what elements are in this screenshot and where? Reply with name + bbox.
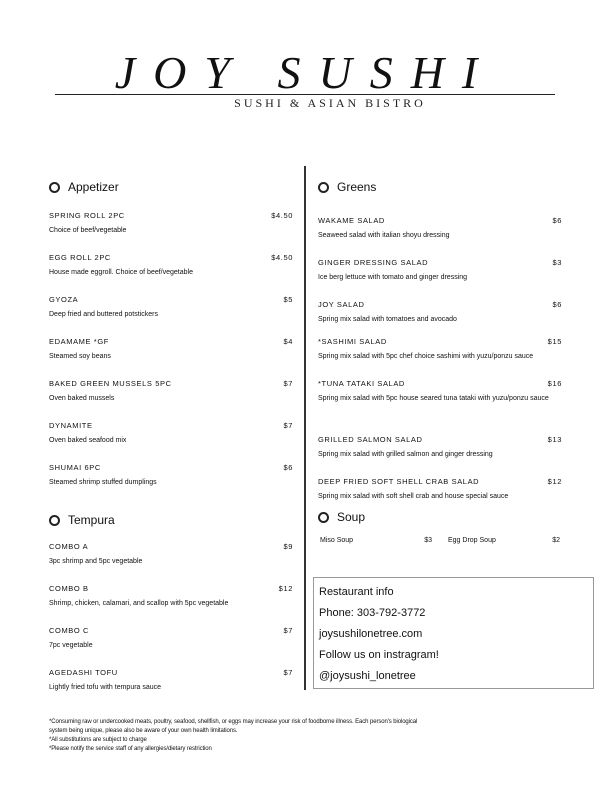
soup-title: Soup — [337, 510, 366, 524]
item-price: $16 — [547, 379, 562, 388]
item-price: $12 — [278, 584, 293, 593]
item-name: EDAMAME *GF — [49, 337, 109, 346]
circle-icon — [49, 515, 60, 526]
soup-name: Miso Soup — [320, 537, 354, 544]
item-price: $9 — [283, 542, 293, 551]
menu-item — [318, 379, 562, 404]
restaurant-logo: JOY SUSHI — [114, 47, 496, 98]
item-description: 3pc shrimp and 5pc vegetable — [49, 558, 143, 565]
appetizer-title: Appetizer — [68, 180, 119, 194]
menu-item — [49, 421, 293, 446]
item-price: $4 — [283, 337, 293, 346]
item-price: $7 — [283, 421, 293, 430]
item-price: $7 — [283, 668, 293, 677]
item-name: BAKED GREEN MUSSELS 5PC — [49, 379, 172, 388]
menu-item — [49, 211, 293, 236]
item-price: $15 — [547, 337, 562, 346]
column-divider — [304, 166, 306, 690]
item-description: Choice of beef/vegetable — [49, 227, 127, 234]
circle-icon — [318, 182, 329, 193]
item-price: $3 — [552, 258, 562, 267]
soup-heading — [318, 510, 365, 524]
item-price: $6 — [552, 300, 562, 309]
item-name: GYOZA — [49, 295, 79, 304]
soup-name: Egg Drop Soup — [448, 537, 496, 544]
item-price: $4.50 — [271, 211, 293, 220]
header-rule — [55, 94, 555, 95]
item-description: Lightly fried tofu with tempura sauce — [49, 684, 162, 691]
item-price: $7 — [283, 626, 293, 635]
greens-title: Greens — [337, 180, 377, 194]
item-name: SPRING ROLL 2PC — [49, 211, 125, 220]
item-price: $6 — [283, 463, 293, 472]
appetizer-heading — [49, 180, 119, 194]
menu-item — [49, 542, 293, 567]
footer-line: system being unique, please also be aware of your own health limitations. — [49, 728, 238, 734]
item-name: COMBO C — [49, 626, 90, 635]
item-name: COMBO A — [49, 542, 89, 551]
item-price: $13 — [547, 435, 562, 444]
footer-notes — [49, 718, 459, 754]
item-description: Seaweed salad with italian shoyu dressing — [318, 232, 450, 239]
soup-item — [448, 537, 560, 544]
soup-list — [320, 537, 560, 544]
item-description: House made eggroll. Choice of beef/vegetable — [49, 269, 193, 276]
item-description: Shrimp, chicken, calamari, and scallop with 5pc vegetable — [49, 600, 229, 607]
item-price: $4.50 — [271, 253, 293, 262]
item-description: 7pc vegetable — [49, 642, 93, 649]
item-description: Ice berg lettuce with tomato and ginger dressing — [318, 274, 468, 281]
info-heading: Restaurant info — [319, 586, 394, 598]
menu-item — [49, 584, 293, 609]
item-price: $12 — [547, 477, 562, 486]
menu-item — [49, 295, 293, 320]
menu-item — [49, 379, 293, 404]
item-description: Oven baked mussels — [49, 395, 115, 402]
item-description: Steamed soy beans — [49, 353, 111, 360]
item-description: Spring mix salad with tomatoes and avocado — [318, 316, 457, 323]
item-price: $6 — [552, 216, 562, 225]
item-description: Oven baked seafood mix — [49, 437, 127, 444]
footer-line: *All substitutions are subject to charge — [49, 737, 147, 743]
item-description: Spring mix salad with 5pc chef choice sashimi with yuzu/ponzu sauce — [318, 353, 534, 360]
menu-item — [318, 477, 562, 502]
restaurant-subtitle: SUSHI & ASIAN BISTRO — [234, 96, 426, 110]
instagram-prompt: Follow us on instragram! — [319, 649, 439, 661]
item-name: AGEDASHI TOFU — [49, 668, 118, 677]
item-name: EGG ROLL 2PC — [49, 253, 111, 262]
item-description: Spring mix salad with grilled salmon and ginger dressing — [318, 451, 493, 458]
footer-line: *Consuming raw or undercooked meats, poultry, seafood, shellfish, or eggs may increase your risk of foodborne illness. Each person's biological — [49, 719, 418, 725]
phone-number: Phone: 303-792-3772 — [319, 607, 426, 619]
item-name: *TUNA TATAKI SALAD — [318, 379, 405, 388]
restaurant-info-box — [313, 577, 594, 689]
item-price: $5 — [283, 295, 293, 304]
circle-icon — [318, 512, 329, 523]
instagram-handle[interactable]: @joysushi_lonetree — [319, 670, 416, 682]
menu-item — [318, 300, 562, 325]
footer-line: *Please notify the service staff of any allergies/dietary restriction — [49, 746, 212, 752]
item-name: COMBO B — [49, 584, 89, 593]
item-name: GINGER DRESSING SALAD — [318, 258, 429, 267]
menu-item — [318, 435, 562, 460]
soup-price: $3 — [424, 537, 432, 544]
item-name: DEEP FRIED SOFT SHELL CRAB SALAD — [318, 477, 480, 486]
item-description: Spring mix salad with soft shell crab and house special sauce — [318, 493, 509, 500]
item-name: GRILLED SALMON SALAD — [318, 435, 423, 444]
soup-price: $2 — [552, 537, 560, 544]
greens-heading — [318, 180, 376, 194]
soup-item — [320, 537, 432, 544]
menu-item — [49, 668, 293, 693]
tempura-title: Tempura — [68, 513, 115, 527]
item-description: Spring mix salad with 5pc house seared tuna tataki with yuzu/ponzu sauce — [318, 395, 549, 402]
item-name: WAKAME SALAD — [318, 216, 385, 225]
item-name: SHUMAI 6PC — [49, 463, 101, 472]
website-link[interactable]: joysushilonetree.com — [319, 628, 423, 640]
item-name: JOY SALAD — [318, 300, 365, 309]
menu-item — [318, 216, 562, 241]
item-name: *SASHIMI SALAD — [318, 337, 387, 346]
item-description: Deep fried and buttered potstickers — [49, 311, 158, 318]
item-description: Steamed shrimp stuffed dumplings — [49, 479, 157, 486]
menu-item — [49, 253, 293, 278]
menu-item — [318, 337, 562, 362]
menu-item — [49, 626, 293, 651]
menu-item — [49, 463, 293, 488]
item-name: DYNAMITE — [49, 421, 93, 430]
menu-item — [318, 258, 562, 283]
tempura-heading — [49, 513, 115, 527]
item-price: $7 — [283, 379, 293, 388]
menu-item — [49, 337, 293, 362]
circle-icon — [49, 182, 60, 193]
